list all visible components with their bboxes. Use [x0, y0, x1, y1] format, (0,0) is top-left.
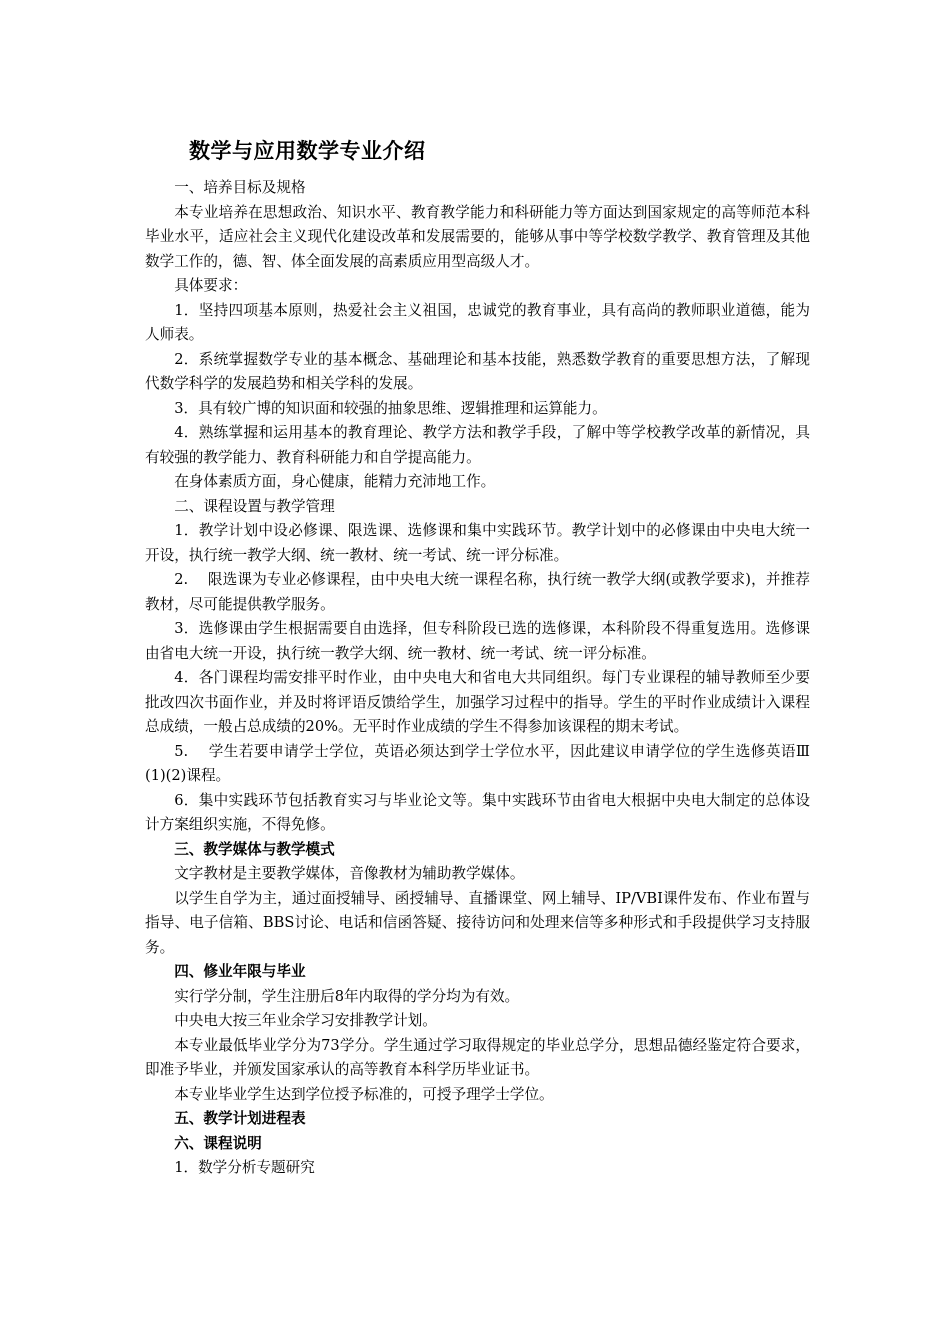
paragraph: 文字教材是主要教学媒体，音像教材为辅助教学媒体。	[174, 865, 525, 882]
paragraph: 二、课程设置与教学管理	[174, 497, 335, 515]
section-heading: 五、教学计划进程表	[174, 1110, 306, 1127]
paragraph: 4．各门课程均需安排平时作业，由中央电大和省电大共同组织。每门专业课程的辅导教师至少要批改四次书面作业，并及时将评语反馈给学生，加强学习过程中的指导。学生的平时作业成绩计入课程总成绩，一般占总成绩的20%。无平时作业成绩的学生不得参加该课程的期末考试。	[145, 669, 810, 735]
section-heading: 四、修业年限与毕业	[174, 963, 306, 980]
paragraph: 以学生自学为主，通过面授辅导、函授辅导、直播课堂、网上辅导、IP/VBI课件发布、作业布置与指导、电子信箱、BBS讨论、电话和信函答疑、接待访问和处理来信等多种形式和手段提供学习支持服务。	[145, 889, 810, 956]
paragraph: 6．集中实践环节包括教育实习与毕业论文等。集中实践环节由省电大根据中央电大制定的总体设计方案组织实施，不得免修。	[145, 791, 810, 833]
paragraph: 2. 限选课为专业必修课程，由中央电大统一课程名称，执行统一教学大纲(或教学要求)，并推荐教材，尽可能提供教学服务。	[145, 571, 810, 613]
paragraph: 在身体素质方面，身心健康，能精力充沛地工作。	[174, 473, 496, 490]
section-heading: 六、课程说明	[174, 1134, 262, 1152]
paragraph: 1．教学计划中设必修课、限选课、选修课和集中实践环节。教学计划中的必修课由中央电大统一开设，执行统一教学大纲、统一教材、统一考试、统一评分标准。	[145, 522, 810, 564]
document-body	[145, 176, 825, 1181]
section-heading: 三、教学媒体与教学模式	[174, 840, 335, 858]
paragraph: 1．数学分析专题研究	[174, 1159, 315, 1176]
paragraph: 实行学分制，学生注册后8年内取得的学分均为有效。	[174, 987, 520, 1005]
paragraph: 4．熟练掌握和运用基本的教育理论、教学方法和教学手段，了解中等学校教学改革的新情况，具有较强的教学能力、教育科研能力和自学提高能力。	[145, 424, 810, 466]
paragraph: 本专业毕业学生达到学位授予标准的，可授予理学士学位。	[174, 1085, 554, 1103]
paragraph: 本专业最低毕业学分为73学分。学生通过学习取得规定的毕业总学分，思想品德经鉴定符合要求，即准予毕业，并颁发国家承认的高等教育本科学历毕业证书。	[145, 1036, 810, 1078]
page-title: 数学与应用数学专业介绍	[189, 139, 426, 163]
paragraph: 3．具有较广博的知识面和较强的抽象思维、逻辑推理和运算能力。	[174, 399, 607, 417]
paragraph: 本专业培养在思想政治、知识水平、教育教学能力和科研能力等方面达到国家规定的高等师范本科毕业水平，适应社会主义现代化建设改革和发展需要的，能够从事中等学校数学教学、教育管理及其他数学工作的，德、智、体全面发展的高素质应用型高级人才。	[145, 203, 810, 270]
paragraph: 5. 学生若要申请学士学位，英语必须达到学士学位水平，因此建议申请学位的学生选修英语Ⅲ (1)(2)课程。	[145, 742, 825, 784]
paragraph: 2．系统掌握数学专业的基本概念、基础理论和基本技能，熟悉数学教育的重要思想方法，了解现代数学科学的发展趋势和相关学科的发展。	[145, 350, 810, 392]
paragraph: 1．坚持四项基本原则，热爱社会主义祖国，忠诚党的教育事业，具有高尚的教师职业道德，能为人师表。	[145, 301, 810, 343]
paragraph: 一、培养目标及规格	[174, 179, 306, 196]
paragraph: 具体要求：	[174, 277, 248, 294]
paragraph: 中央电大按三年业余学习安排教学计划。	[174, 1012, 437, 1029]
paragraph: 3．选修课由学生根据需要自由选择，但专科阶段已选的选修课，本科阶段不得重复选用。选修课由省电大统一开设，执行统一教学大纲、统一教材、统一考试、统一评分标准。	[145, 620, 810, 662]
